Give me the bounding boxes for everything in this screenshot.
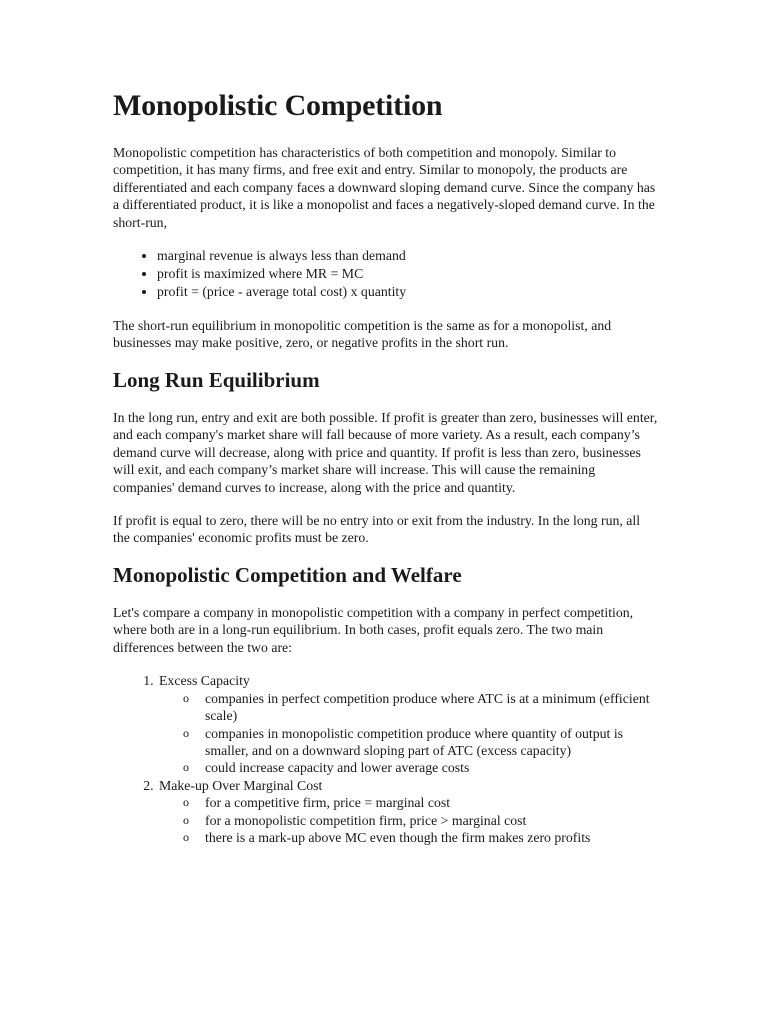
circle-bullet-icon: o bbox=[183, 690, 189, 705]
sub-list bbox=[159, 690, 658, 777]
sub-list-item: o companies in monopolistic competition produce where quantity of output is smaller, and on a downward sloping part of ATC (excess capacity) bbox=[183, 725, 624, 758]
page-title: Monopolistic Competition bbox=[113, 89, 443, 122]
long-run-paragraph-1: In the long run, entry and exit are both possible. If profit is greater than zero, businesses will enter, and each company's market share will fall because of more variety. As a result, each company’s demand curve will decrease, along with price and quantity. If profit is less than zero, businesses will exit, and each company’s market share will increase. This will cause the remaining companies' demand curves to increase, along with the price and quantity. bbox=[113, 410, 658, 495]
short-run-list bbox=[113, 247, 658, 301]
document-content bbox=[113, 88, 658, 846]
welfare-heading: Monopolistic Competition and Welfare bbox=[113, 562, 462, 587]
sub-list-item: o for a monopolistic competition firm, price > marginal cost bbox=[183, 812, 527, 828]
difference-item-markup bbox=[157, 777, 658, 847]
difference-label: Excess Capacity bbox=[159, 673, 250, 689]
short-run-summary: The short-run equilibrium in monopolitic competition is the same as for a monopolist, and businesses may make positive, zero, or negative profits in the short run. bbox=[113, 318, 612, 351]
sub-list-item: o companies in perfect competition produce where ATC is at a minimum (efficient scale) bbox=[183, 690, 650, 724]
circle-bullet-icon: o bbox=[183, 760, 189, 775]
sub-list bbox=[159, 794, 658, 846]
difference-item-excess-capacity bbox=[157, 672, 658, 776]
list-item: • marginal revenue is always less than demand bbox=[157, 247, 658, 265]
circle-bullet-icon: o bbox=[183, 829, 189, 844]
sub-list-item: o there is a mark-up above MC even though the firm makes zero profits bbox=[183, 829, 591, 845]
long-run-heading: Long Run Equilibrium bbox=[113, 367, 320, 392]
welfare-intro: Let's compare a company in monopolistic competition with a company in perfect competition, where both are in a long-run equilibrium. In both cases, profit equals zero. The two main differences between the two are: bbox=[113, 605, 634, 655]
circle-bullet-icon: o bbox=[183, 725, 189, 740]
list-item: • profit = (price - average total cost) x quantity bbox=[157, 283, 658, 301]
circle-bullet-icon: o bbox=[183, 812, 189, 827]
differences-list bbox=[113, 672, 658, 846]
circle-bullet-icon: o bbox=[183, 795, 189, 810]
sub-list-item: o could increase capacity and lower average costs bbox=[183, 760, 470, 776]
difference-label: Make-up Over Marginal Cost bbox=[159, 777, 323, 793]
long-run-paragraph-2: If profit is equal to zero, there will be no entry into or exit from the industry. In the long run, all the companies' economic profits must be zero. bbox=[113, 513, 641, 546]
sub-list-item: o for a competitive firm, price = marginal cost bbox=[183, 795, 451, 811]
list-item: • profit is maximized where MR = MC bbox=[157, 265, 658, 283]
intro-paragraph: Monopolistic competition has characteristics of both competition and monopoly. Similar to competition, it has many firms, and free exit and entry. Similar to monopoly, the products are differentiated and each company faces a downward sloping demand curve. Since the company has a differentiated product, it is like a monopolist and faces a negatively-sloped demand curve. In the short-run, bbox=[113, 145, 656, 230]
